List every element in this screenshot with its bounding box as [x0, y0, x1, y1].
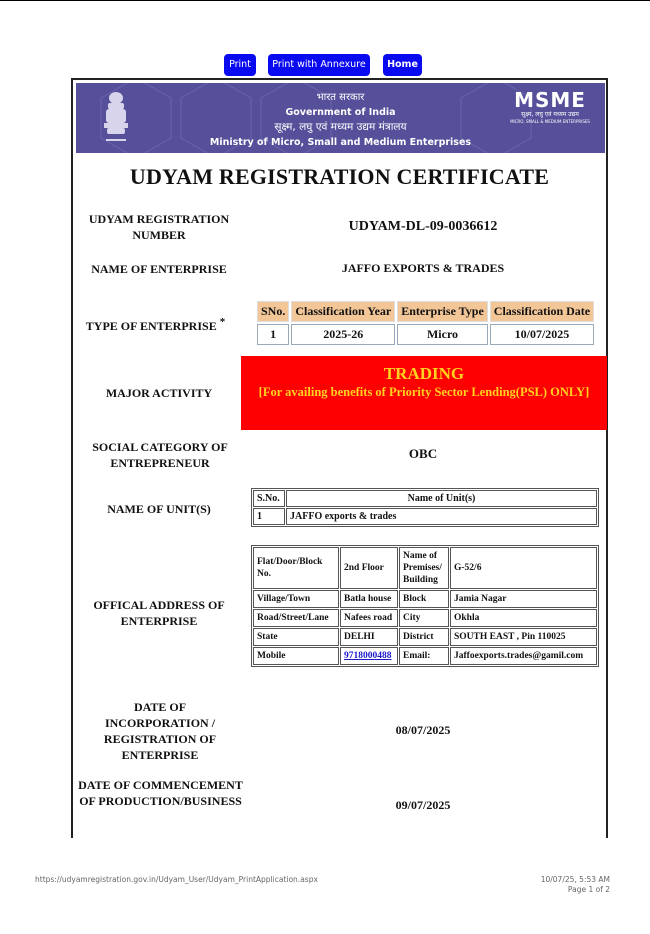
social-category: OBC: [408, 446, 438, 461]
table-row: [253, 547, 597, 589]
table-row: [253, 647, 597, 665]
table-row: [257, 324, 594, 345]
address-table: [251, 545, 599, 667]
toolbar: [0, 54, 650, 76]
classification-header-row: [257, 301, 594, 322]
column-header: Name of Unit(s): [286, 490, 597, 507]
email-label: Email:: [399, 647, 449, 665]
certificate-frame: [71, 78, 608, 838]
sno-cell: 1: [257, 324, 289, 345]
road-label: Road/Street/Lane: [253, 609, 339, 627]
ministry-title: Ministry of Micro, Small and Medium Enterprises: [209, 137, 472, 148]
road-value: Nafees road: [340, 609, 398, 627]
state-value: DELHI: [340, 628, 398, 646]
enterprise-name-label: NAME OF ENTERPRISE: [91, 262, 227, 276]
flat-label: Flat/Door/Block No.: [253, 547, 339, 589]
units-table: [251, 488, 599, 527]
village-value: Batla house: [340, 590, 398, 608]
enterprise-type-label: [73, 314, 238, 334]
units-label: NAME OF UNIT(S): [107, 502, 211, 516]
mobile-number-link[interactable]: 9718000488: [344, 651, 392, 661]
address-label: OFFICAL ADDRESS OF ENTERPRISE: [93, 598, 225, 628]
enterprise-type-label-text: TYPE OF ENTERPRISE: [85, 319, 217, 333]
classification-year-cell: 2025-26: [291, 324, 395, 345]
sno-cell: 1: [253, 508, 285, 525]
table-row: [253, 508, 597, 525]
print-datetime: 10/07/25, 5:53 AM: [540, 875, 610, 884]
msme-hindi-caption: सूक्ष्म, लघु एवं मध्यम उद्यम: [521, 111, 579, 118]
mobile-label: Mobile: [253, 647, 339, 665]
classification-date-cell: 10/07/2025: [490, 324, 594, 345]
msme-logo: [509, 89, 591, 125]
incorporation-date-label: DATE OF INCORPORATION / REGISTRATION OF ENTERPRISE: [103, 700, 217, 762]
major-activity: TRADING: [383, 364, 465, 383]
enterprise-name: JAFFO EXPORTS & TRADES: [341, 261, 505, 275]
page-number: Page 1 of 2: [567, 885, 610, 894]
hindi-government-title: भारत सरकार: [316, 92, 365, 103]
unit-name-cell: JAFFO exports & trades: [286, 508, 597, 525]
city-label: City: [399, 609, 449, 627]
column-header: Enterprise Type: [397, 301, 488, 322]
page-url: https://udyamregistration.gov.in/Udyam_User/Udyam_PrintApplication.aspx: [35, 875, 318, 884]
enterprise-type-cell: Micro: [397, 324, 488, 345]
block-value: Jamia Nagar: [450, 590, 597, 608]
major-activity-box: [241, 356, 607, 430]
print-with-annexure-button[interactable]: Print with Annexure: [268, 54, 370, 76]
email-value: Jaffoexports.trades@gamil.com: [450, 647, 597, 665]
village-label: Village/Town: [253, 590, 339, 608]
government-title: Government of India: [285, 107, 396, 118]
district-value: SOUTH EAST , Pin 110025: [450, 628, 597, 646]
footnote-marker: *: [219, 316, 226, 328]
ministry-banner: [76, 83, 605, 153]
certificate-title: UDYAM REGISTRATION CERTIFICATE: [129, 164, 550, 189]
major-activity-note: [For availing benefits of Priority Sector Lending(PSL) ONLY]: [258, 385, 590, 399]
table-row: [253, 609, 597, 627]
hindi-ministry-title: सूक्ष्म, लघु एवं मध्यम उद्यम मंत्रालय: [274, 121, 407, 133]
premises-value: G-52/6: [450, 547, 597, 589]
table-row: [253, 590, 597, 608]
print-button[interactable]: Print: [224, 54, 256, 76]
print-footer-info: [490, 875, 610, 895]
social-category-label: SOCIAL CATEGORY OF ENTREPRENEUR: [92, 440, 228, 470]
column-header: Classification Date: [490, 301, 594, 322]
classification-table: [255, 299, 596, 347]
column-header: SNo.: [257, 301, 289, 322]
incorporation-date: 08/07/2025: [395, 723, 451, 737]
block-label: Block: [399, 590, 449, 608]
page-top-border: [0, 0, 650, 1]
registration-number: UDYAM-DL-09-0036612: [348, 219, 498, 234]
msme-logo-text: MSME: [514, 88, 586, 112]
column-header: Classification Year: [291, 301, 395, 322]
column-header: S.No.: [253, 490, 285, 507]
registration-number-label: UDYAM REGISTRATION NUMBER: [88, 212, 230, 242]
major-activity-label: MAJOR ACTIVITY: [105, 386, 213, 400]
state-label: State: [253, 628, 339, 646]
units-header-row: [253, 490, 597, 507]
mobile-link: [340, 647, 398, 665]
home-button[interactable]: Home: [383, 54, 422, 76]
msme-english-caption: MICRO, SMALL & MEDIUM ENTERPRISES: [510, 119, 590, 124]
premises-label: Name of Premises/ Building: [399, 547, 449, 589]
commencement-date-label: DATE OF COMMENCEMENT OF PRODUCTION/BUSINESS: [78, 778, 243, 808]
table-row: [253, 628, 597, 646]
city-value: Okhla: [450, 609, 597, 627]
commencement-date: 09/07/2025: [395, 798, 451, 812]
district-label: District: [399, 628, 449, 646]
flat-value: 2nd Floor: [340, 547, 398, 589]
